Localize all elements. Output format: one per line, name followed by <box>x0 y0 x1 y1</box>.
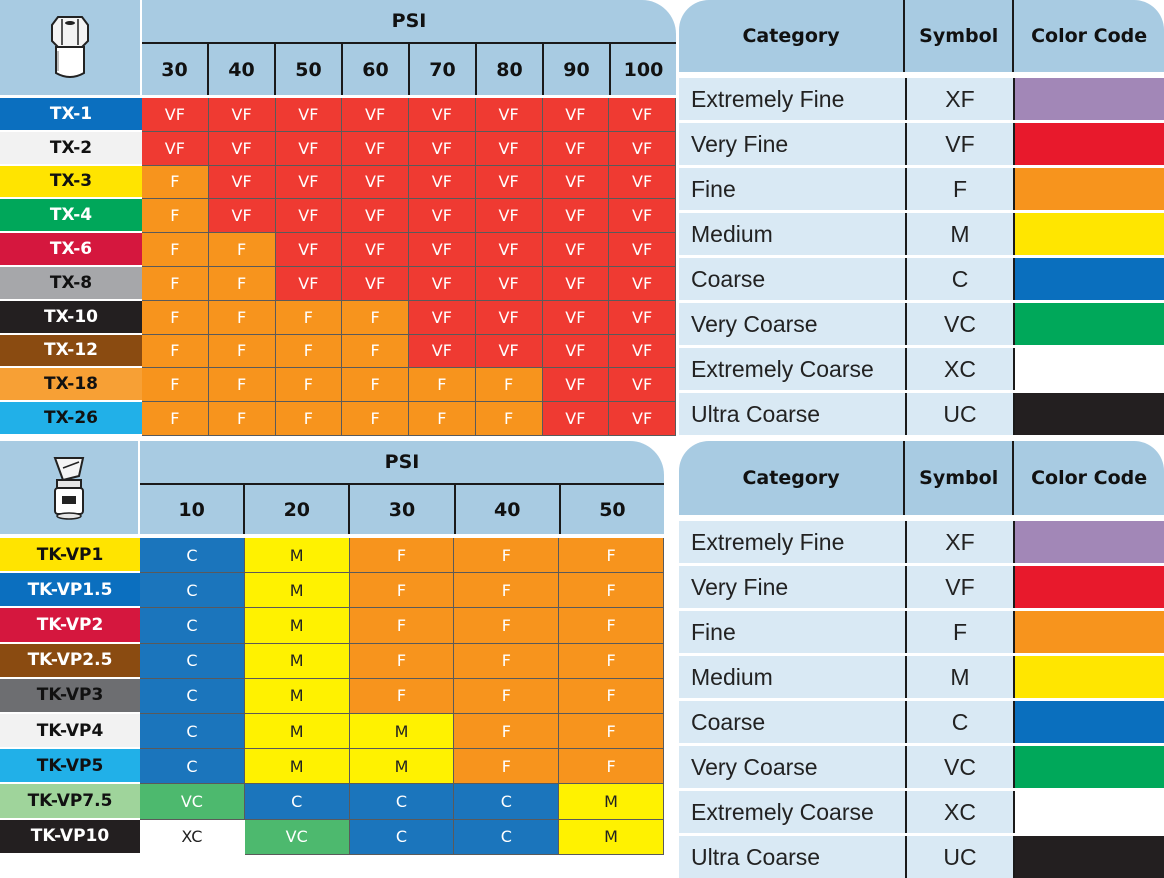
pressure-column-header: 90 <box>542 44 609 95</box>
droplet-size-cell: VF <box>209 98 276 132</box>
nozzle-row <box>0 679 664 714</box>
droplet-size-cell: VF <box>342 166 409 200</box>
droplet-size-cell: VF <box>342 132 409 166</box>
color-code-header: Color Code <box>1012 441 1164 515</box>
nozzle-row <box>0 820 664 855</box>
nozzle-label: TX-26 <box>0 402 142 436</box>
nozzle-label: TK-VP10 <box>0 820 140 855</box>
legend-color-swatch <box>1013 258 1164 300</box>
droplet-size-cell: F <box>350 538 455 573</box>
legend-color-swatch <box>1013 791 1164 833</box>
droplet-size-cell: VF <box>609 267 676 301</box>
droplet-size-cell: VF <box>476 335 543 369</box>
category-header: Category <box>742 467 840 489</box>
nozzle-label: TX-8 <box>0 267 142 301</box>
legend-color-swatch <box>1013 701 1164 743</box>
nozzle-row <box>0 538 664 573</box>
droplet-size-cell: C <box>454 820 559 855</box>
legend-symbol: XC <box>905 348 1013 390</box>
droplet-size-cell: F <box>559 679 664 714</box>
legend-color-swatch <box>1013 303 1164 345</box>
droplet-size-cell: M <box>350 749 455 784</box>
legend-header-bottom <box>679 441 1164 515</box>
droplet-size-cell: F <box>559 714 664 749</box>
droplet-size-cell: VF <box>543 132 610 166</box>
tx-nozzle-icon-cell <box>0 0 140 95</box>
tx-chart-rows <box>0 98 676 436</box>
legend-color-swatch <box>1013 611 1164 653</box>
legend-row <box>679 833 1164 878</box>
pressure-column-header: 40 <box>454 485 559 534</box>
droplet-size-cell: F <box>476 402 543 436</box>
droplet-size-cell: VF <box>409 166 476 200</box>
legend-category: Medium <box>679 213 905 255</box>
droplet-size-cell: VF <box>342 267 409 301</box>
legend-category: Fine <box>679 168 905 210</box>
droplet-size-cell: F <box>409 402 476 436</box>
droplet-size-cell: C <box>140 679 245 714</box>
droplet-size-cell: VF <box>276 166 343 200</box>
droplet-size-cell: VF <box>609 368 676 402</box>
tx-nozzle-icon <box>48 15 92 81</box>
droplet-size-cell: VF <box>543 267 610 301</box>
droplet-size-cell: VF <box>209 199 276 233</box>
nozzle-row <box>0 335 676 369</box>
category-header: Category <box>742 25 840 47</box>
legend-color-swatch <box>1013 348 1164 390</box>
nozzle-label: TK-VP4 <box>0 714 140 749</box>
nozzle-row <box>0 749 664 784</box>
legend-row <box>679 255 1164 300</box>
droplet-size-cell: VF <box>342 199 409 233</box>
legend-row <box>679 345 1164 390</box>
droplet-size-cell: M <box>245 714 350 749</box>
legend-category: Medium <box>679 656 905 698</box>
nozzle-label: TK-VP1 <box>0 538 140 573</box>
legend-row <box>679 518 1164 563</box>
legend-symbol: VC <box>905 303 1013 345</box>
droplet-size-cell: M <box>559 784 664 819</box>
droplet-size-cell: F <box>350 644 455 679</box>
legend-category: Very Coarse <box>679 303 905 345</box>
legend-category: Very Fine <box>679 566 905 608</box>
nozzle-row <box>0 608 664 643</box>
droplet-size-cell: VF <box>609 199 676 233</box>
droplet-size-cell: F <box>142 267 209 301</box>
droplet-size-cell: VF <box>409 98 476 132</box>
droplet-size-cell: F <box>209 233 276 267</box>
legend-symbol: M <box>905 213 1013 255</box>
droplet-size-cell: VF <box>543 98 610 132</box>
droplet-size-cell: F <box>276 335 343 369</box>
legend-symbol: XC <box>905 791 1013 833</box>
droplet-size-cell: F <box>209 301 276 335</box>
droplet-size-cell: F <box>350 573 455 608</box>
legend-color-swatch <box>1013 656 1164 698</box>
legend-row <box>679 165 1164 210</box>
droplet-size-cell: VF <box>409 301 476 335</box>
droplet-size-cell: F <box>559 573 664 608</box>
tk-vp-psi-header <box>140 441 664 534</box>
pressure-column-header: 70 <box>408 44 475 95</box>
droplet-size-cell: VF <box>476 166 543 200</box>
legend-row <box>679 300 1164 345</box>
droplet-size-cell: VF <box>476 199 543 233</box>
droplet-size-cell: VF <box>543 301 610 335</box>
droplet-size-cell: VF <box>209 166 276 200</box>
legend-row <box>679 653 1164 698</box>
legend-color-swatch <box>1013 836 1164 878</box>
droplet-size-cell: M <box>245 573 350 608</box>
pressure-column-header: 80 <box>475 44 542 95</box>
legend-category: Extremely Coarse <box>679 348 905 390</box>
nozzle-row <box>0 644 664 679</box>
droplet-size-cell: VF <box>609 335 676 369</box>
legend-category: Coarse <box>679 258 905 300</box>
nozzle-row <box>0 98 676 132</box>
nozzle-row <box>0 573 664 608</box>
legend-category: Very Coarse <box>679 746 905 788</box>
droplet-size-cell: F <box>454 749 559 784</box>
droplet-size-cell: F <box>142 402 209 436</box>
legend-symbol: UC <box>905 393 1013 435</box>
droplet-size-cell: VF <box>409 199 476 233</box>
droplet-size-cell: VF <box>609 132 676 166</box>
droplet-size-cell: C <box>140 714 245 749</box>
droplet-size-cell: C <box>350 784 455 819</box>
droplet-size-cell: VF <box>476 233 543 267</box>
droplet-size-cell: F <box>142 233 209 267</box>
droplet-size-cell: VF <box>209 132 276 166</box>
legend-color-swatch <box>1013 123 1164 165</box>
legend-color-swatch <box>1013 168 1164 210</box>
droplet-size-cell: F <box>559 749 664 784</box>
droplet-size-cell: VF <box>609 166 676 200</box>
legend-color-swatch <box>1013 393 1164 435</box>
droplet-size-cell: VF <box>142 132 209 166</box>
droplet-size-cell: VC <box>140 784 245 819</box>
nozzle-label: TK-VP7.5 <box>0 784 140 819</box>
legend-symbol: XF <box>905 521 1013 563</box>
legend-category: Extremely Coarse <box>679 791 905 833</box>
nozzle-label: TK-VP1.5 <box>0 573 140 608</box>
droplet-size-cell: M <box>245 608 350 643</box>
droplet-size-cell: M <box>559 820 664 855</box>
nozzle-label: TK-VP5 <box>0 749 140 784</box>
symbol-header: Symbol <box>903 0 1012 72</box>
droplet-size-cell: VF <box>342 233 409 267</box>
nozzle-row <box>0 132 676 166</box>
legend-color-swatch <box>1013 521 1164 563</box>
legend-symbol: F <box>905 611 1013 653</box>
tk-vp-nozzle-icon <box>49 454 89 522</box>
droplet-size-cell: VF <box>276 98 343 132</box>
legend-symbol: UC <box>905 836 1013 878</box>
droplet-size-cell: F <box>476 368 543 402</box>
droplet-size-cell: F <box>276 402 343 436</box>
droplet-size-cell: F <box>454 538 559 573</box>
droplet-size-cell: F <box>276 368 343 402</box>
droplet-size-cell: F <box>142 335 209 369</box>
droplet-size-cell: VF <box>276 199 343 233</box>
droplet-size-cell: F <box>142 301 209 335</box>
pressure-column-header: 30 <box>161 58 188 81</box>
droplet-size-cell: VF <box>276 267 343 301</box>
droplet-size-cell: M <box>245 749 350 784</box>
droplet-size-cell: VF <box>342 98 409 132</box>
nozzle-row <box>0 301 676 335</box>
droplet-size-cell: F <box>350 608 455 643</box>
legend-row <box>679 608 1164 653</box>
droplet-size-cell: VF <box>543 199 610 233</box>
droplet-size-cell: F <box>276 301 343 335</box>
droplet-size-cell: VF <box>276 132 343 166</box>
legend-color-swatch <box>1013 78 1164 120</box>
legend-table-bottom <box>679 441 1164 877</box>
droplet-size-cell: M <box>245 538 350 573</box>
pressure-column-header: 20 <box>243 485 348 534</box>
droplet-size-cell: VF <box>409 233 476 267</box>
pressure-column-header: 50 <box>274 44 341 95</box>
nozzle-row <box>0 199 676 233</box>
color-code-header: Color Code <box>1012 0 1164 72</box>
droplet-size-cell: F <box>342 301 409 335</box>
pressure-column-header: 50 <box>559 485 664 534</box>
tk-vp-chart-rows <box>0 538 664 855</box>
droplet-size-cell: F <box>209 368 276 402</box>
legend-row <box>679 698 1164 743</box>
legend-category: Fine <box>679 611 905 653</box>
droplet-size-cell: VF <box>476 267 543 301</box>
droplet-size-cell: C <box>245 784 350 819</box>
tk-vp-pressure-columns <box>140 485 664 534</box>
legend-row <box>679 120 1164 165</box>
nozzle-row <box>0 233 676 267</box>
droplet-size-cell: F <box>454 714 559 749</box>
nozzle-label: TX-18 <box>0 368 142 402</box>
droplet-size-cell: F <box>350 679 455 714</box>
droplet-size-cell: VF <box>543 335 610 369</box>
droplet-size-cell: F <box>454 679 559 714</box>
droplet-size-cell: M <box>350 714 455 749</box>
pressure-column-header: 40 <box>207 44 274 95</box>
droplet-size-cell: F <box>454 644 559 679</box>
droplet-size-cell: XC <box>140 820 245 855</box>
nozzle-row <box>0 267 676 301</box>
droplet-size-cell: VF <box>476 98 543 132</box>
pressure-column-header: 60 <box>341 44 408 95</box>
droplet-size-cell: VF <box>409 335 476 369</box>
droplet-size-cell: VF <box>142 98 209 132</box>
droplet-size-cell: F <box>342 335 409 369</box>
droplet-size-cell: C <box>454 784 559 819</box>
legend-row <box>679 563 1164 608</box>
pressure-column-header: 10 <box>178 498 205 521</box>
legend-category: Coarse <box>679 701 905 743</box>
tk-vp-nozzle-icon-cell <box>0 441 138 534</box>
droplet-size-cell: F <box>342 402 409 436</box>
pressure-column-header: 30 <box>348 485 453 534</box>
droplet-size-cell: M <box>245 644 350 679</box>
droplet-size-cell: C <box>140 608 245 643</box>
droplet-size-cell: C <box>140 644 245 679</box>
legend-table-top <box>679 0 1164 437</box>
droplet-size-cell: VF <box>409 132 476 166</box>
legend-category: Extremely Fine <box>679 521 905 563</box>
tx-droplet-chart <box>0 0 676 437</box>
droplet-size-cell: C <box>140 749 245 784</box>
tk-vp-droplet-chart <box>0 441 664 877</box>
legend-symbol: M <box>905 656 1013 698</box>
nozzle-label: TX-6 <box>0 233 142 267</box>
nozzle-label: TX-12 <box>0 335 142 369</box>
droplet-size-cell: C <box>350 820 455 855</box>
pressure-column-header: 100 <box>609 44 676 95</box>
nozzle-label: TX-2 <box>0 132 142 166</box>
legend-rows-top <box>679 75 1164 435</box>
droplet-size-cell: F <box>209 402 276 436</box>
droplet-size-cell: F <box>209 335 276 369</box>
legend-row <box>679 75 1164 120</box>
legend-symbol: VF <box>905 566 1013 608</box>
legend-rows-bottom <box>679 518 1164 878</box>
nozzle-row <box>0 402 676 436</box>
droplet-size-cell: M <box>245 679 350 714</box>
legend-category: Very Fine <box>679 123 905 165</box>
legend-category: Extremely Fine <box>679 78 905 120</box>
droplet-size-cell: F <box>342 368 409 402</box>
legend-symbol: F <box>905 168 1013 210</box>
droplet-size-cell: F <box>142 199 209 233</box>
legend-row <box>679 390 1164 435</box>
legend-symbol: XF <box>905 78 1013 120</box>
droplet-size-cell: VF <box>543 166 610 200</box>
nozzle-label: TX-4 <box>0 199 142 233</box>
droplet-size-cell: VF <box>476 301 543 335</box>
droplet-size-cell: F <box>559 538 664 573</box>
nozzle-row <box>0 368 676 402</box>
tx-pressure-columns <box>142 44 676 95</box>
legend-row <box>679 210 1164 255</box>
nozzle-label: TX-1 <box>0 98 142 132</box>
legend-symbol: C <box>905 701 1013 743</box>
droplet-size-cell: F <box>409 368 476 402</box>
droplet-size-cell: F <box>142 166 209 200</box>
nozzle-label: TK-VP2.5 <box>0 644 140 679</box>
legend-symbol: VF <box>905 123 1013 165</box>
droplet-size-cell: F <box>142 368 209 402</box>
droplet-size-cell: VF <box>609 233 676 267</box>
legend-header-top <box>679 0 1164 72</box>
droplet-size-cell: C <box>140 573 245 608</box>
droplet-size-cell: F <box>209 267 276 301</box>
legend-row <box>679 743 1164 788</box>
nozzle-row <box>0 714 664 749</box>
droplet-size-cell: VF <box>276 233 343 267</box>
droplet-size-cell: F <box>454 573 559 608</box>
nozzle-row <box>0 784 664 819</box>
legend-color-swatch <box>1013 746 1164 788</box>
droplet-size-cell: VF <box>609 98 676 132</box>
droplet-size-cell: VF <box>609 402 676 436</box>
nozzle-row <box>0 166 676 200</box>
droplet-size-cell: VC <box>245 820 350 855</box>
droplet-size-cell: F <box>559 608 664 643</box>
droplet-size-cell: VF <box>543 233 610 267</box>
droplet-size-cell: VF <box>476 132 543 166</box>
symbol-header: Symbol <box>903 441 1012 515</box>
nozzle-label: TX-10 <box>0 301 142 335</box>
droplet-size-cell: VF <box>609 301 676 335</box>
droplet-size-cell: F <box>559 644 664 679</box>
legend-category: Ultra Coarse <box>679 393 905 435</box>
legend-symbol: VC <box>905 746 1013 788</box>
droplet-size-cell: C <box>140 538 245 573</box>
tx-psi-header <box>142 0 676 95</box>
legend-color-swatch <box>1013 213 1164 255</box>
tk-vp-psi-title: PSI <box>140 441 664 485</box>
legend-color-swatch <box>1013 566 1164 608</box>
nozzle-label: TX-3 <box>0 166 142 200</box>
droplet-size-cell: VF <box>409 267 476 301</box>
legend-category: Ultra Coarse <box>679 836 905 878</box>
legend-row <box>679 788 1164 833</box>
nozzle-label: TK-VP3 <box>0 679 140 714</box>
droplet-size-cell: VF <box>543 368 610 402</box>
droplet-size-cell: F <box>454 608 559 643</box>
tx-psi-title: PSI <box>142 0 676 44</box>
legend-symbol: C <box>905 258 1013 300</box>
droplet-size-cell: VF <box>543 402 610 436</box>
nozzle-label: TK-VP2 <box>0 608 140 643</box>
